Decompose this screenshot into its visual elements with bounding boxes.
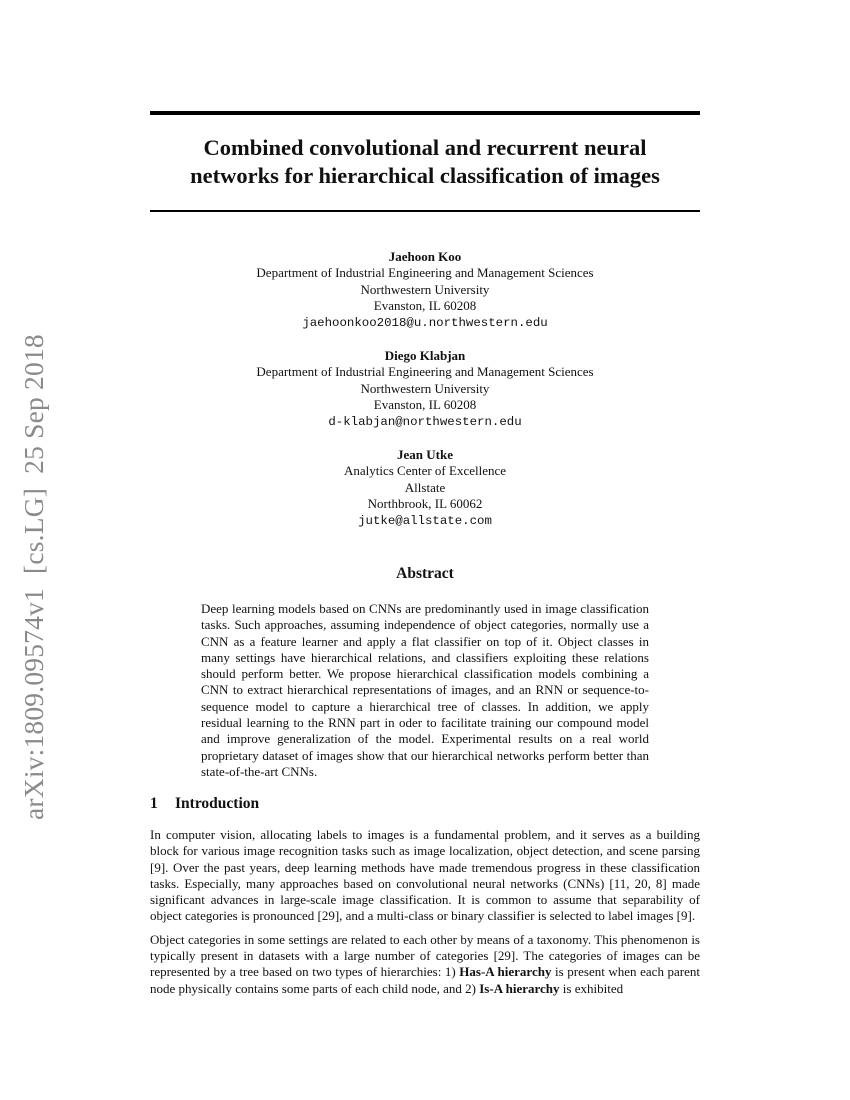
- author-email[interactable]: jaehoonkoo2018@u.northwestern.edu: [302, 315, 548, 330]
- arxiv-identifier-stamp: [18, 334, 50, 820]
- section-heading-introduction: [150, 795, 259, 813]
- author-department: Analytics Center of Excellence: [343, 463, 507, 479]
- author-location: Evanston, IL 60208: [373, 298, 477, 314]
- title-top-rule: [150, 111, 700, 115]
- author-department: Department of Industrial Engineering and Management Sciences: [256, 364, 594, 380]
- author-name: Jaehoon Koo: [388, 249, 462, 264]
- intro-paragraph-2: [150, 932, 700, 997]
- author-location: Evanston, IL 60208: [373, 397, 477, 413]
- arxiv-id: arXiv:1809.09574v1: [18, 588, 49, 820]
- author-email[interactable]: jutke@allstate.com: [358, 513, 492, 528]
- author-entry: [150, 348, 700, 430]
- abstract-heading: Abstract: [396, 565, 454, 582]
- term-has-a-hierarchy: Has-A hierarchy: [459, 964, 552, 980]
- paper-title: [150, 134, 700, 190]
- paragraph-text: Object categories in some settings are related to each other by means of a taxonomy. This phenomenon is typically present in datasets with a large number of categories [29]. The categories of images can be represented by a tree based on two types of hierarchies: 1): [150, 931, 700, 980]
- section-title: Introduction: [175, 795, 260, 812]
- author-organization: Northwestern University: [360, 281, 490, 297]
- paragraph-text: is present when each parent node physically contains some parts of each child node, and 2): [150, 964, 700, 996]
- abstract-text: Deep learning models based on CNNs are predominantly used in image classification tasks. Such approaches, assuming independence of object categories, normally use a CNN as a feature learner and apply a flat classifier on top of it. Object classes in many settings have hierarchical relations, and classifiers exploiting these relations should perform better. We propose hierarchical classification models combining a CNN to extract hierarchical representations of images, and an RNN or sequence-to-sequence model to capture a hierarchical tree of classes. In addition, we apply residual learning to the RNN part in oder to facilitate training our compound model and improve generalization of the model. Experimental results on a real world proprietary dataset of images show that our hierarchical networks perform better than state-of-the-art CNNs.: [201, 601, 649, 779]
- title-line-2: networks for hierarchical classification of images: [190, 163, 660, 188]
- author-department: Department of Industrial Engineering and Management Sciences: [256, 265, 594, 281]
- paragraph-text: is exhibited: [559, 980, 624, 996]
- intro-paragraph-1: In computer vision, allocating labels to images is a fundamental problem, and it serves as a building block for various image recognition tasks such as image localization, object detection, and scene parsing [9]. Over the past years, deep learning methods have made tremendous progress in these classification tasks. Especially, many approaches based on convolutional neural networks (CNNs) [11, 20, 8] made significant advances in large-scale image classification. It is common to assume that separability of object categories is pronounced [29], and a multi-class or binary classifier is selected to label images [9].: [150, 827, 700, 924]
- term-is-a-hierarchy: Is-A hierarchy: [479, 980, 560, 996]
- section-number: 1: [150, 795, 158, 812]
- author-organization: Allstate: [404, 479, 446, 495]
- title-bottom-rule: [150, 210, 700, 212]
- arxiv-date: 25 Sep 2018: [18, 334, 49, 474]
- author-location: Northbrook, IL 60062: [367, 496, 483, 512]
- author-name: Diego Klabjan: [384, 348, 466, 364]
- arxiv-category: [cs.LG]: [18, 487, 49, 575]
- title-line-1: Combined convolutional and recurrent neural: [203, 135, 647, 160]
- introduction-body: [150, 827, 700, 1004]
- author-name: Jean Utke: [397, 447, 453, 463]
- author-email[interactable]: d-klabjan@northwestern.edu: [328, 414, 522, 429]
- author-entry: [150, 447, 700, 529]
- author-block: [150, 249, 700, 546]
- author-entry: [150, 249, 700, 331]
- author-organization: Northwestern University: [360, 380, 490, 396]
